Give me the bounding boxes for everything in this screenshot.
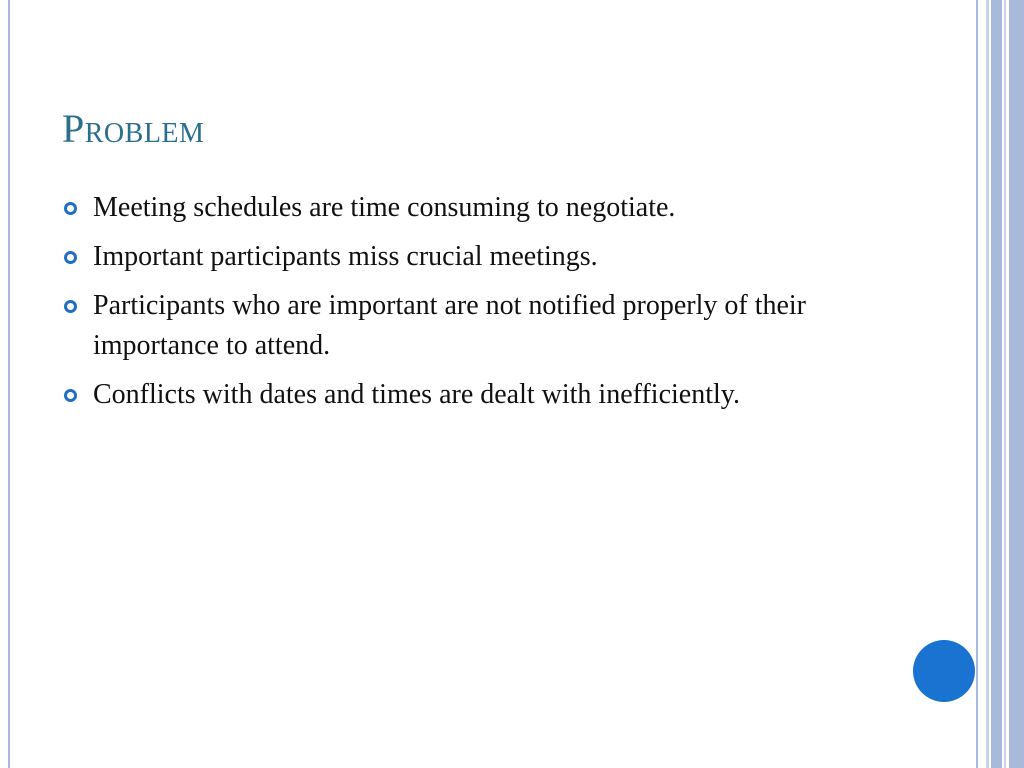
bullet-text: Meeting schedules are time consuming to negotiate.	[93, 192, 676, 223]
stripe	[991, 0, 1002, 768]
ring-bullet-icon	[64, 389, 77, 402]
ring-bullet-icon	[64, 300, 77, 313]
slide-title: Problem	[62, 106, 205, 151]
stripe	[1004, 0, 1006, 768]
bullet-item	[62, 375, 882, 415]
decorative-circle-icon	[913, 640, 975, 702]
bullet-item	[62, 237, 882, 277]
ring-bullet-icon	[64, 251, 77, 264]
bullet-list	[62, 188, 882, 424]
bullet-text: Important participants miss crucial meetings.	[93, 241, 598, 272]
stripe	[986, 0, 989, 768]
bullet-item	[62, 286, 882, 366]
stripe	[976, 0, 978, 768]
bullet-text: Conflicts with dates and times are dealt with inefficiently.	[93, 379, 740, 410]
stripe	[1009, 0, 1024, 768]
left-border-line	[8, 0, 10, 768]
right-decorative-stripes	[976, 0, 1024, 768]
bullet-text: Participants who are important are not notified properly of their importance to attend.	[93, 290, 807, 361]
ring-bullet-icon	[64, 202, 77, 215]
bullet-item	[62, 188, 882, 228]
